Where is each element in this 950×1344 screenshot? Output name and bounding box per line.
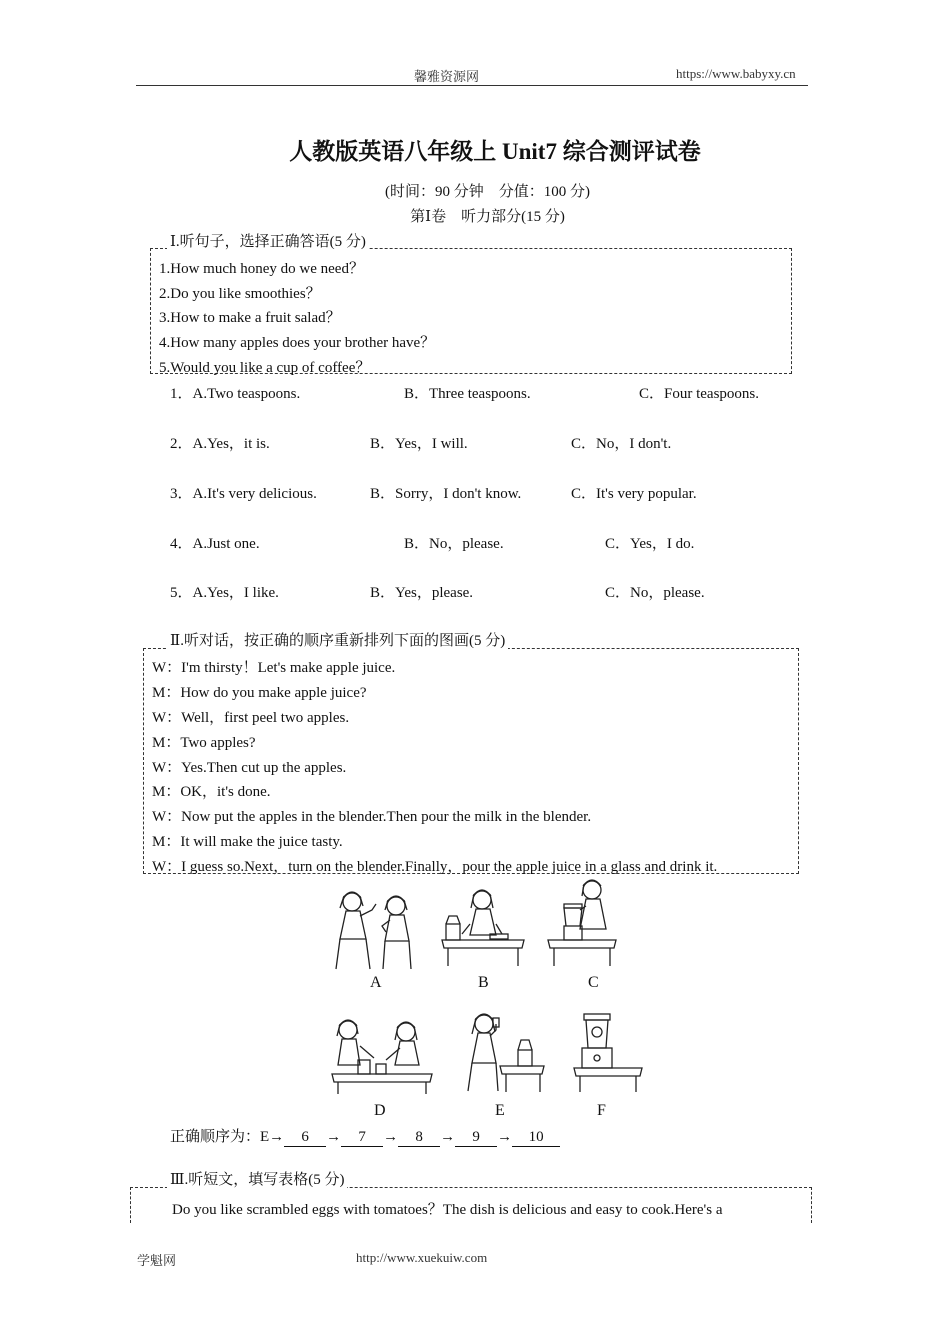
answer-blank-8[interactable]: 8: [398, 1129, 440, 1147]
q2-option-a: 2．A.Yes，it is.: [170, 436, 270, 452]
footer-url[interactable]: http://www.xuekuiw.com: [356, 1250, 488, 1265]
dialogue-line: W：I'm thirsty！Let's make apple juice.: [152, 660, 396, 676]
dialogue-line: W：I guess so.Next，turn on the blender.Finally，pour the apple juice in a glass and drink it.: [152, 859, 718, 875]
q5-option-c: C．No，please.: [605, 585, 705, 601]
dialogue-line: W：Now put the apples in the blender.Then pour the milk in the blender.: [152, 809, 592, 825]
q3-option-c: C．It's very popular.: [571, 486, 697, 502]
order-arrow: →: [326, 1129, 342, 1145]
picture-label-e: E: [495, 1102, 505, 1119]
part-title: 第Ⅰ卷 听力部分(15 分): [410, 209, 565, 225]
order-arrow: →: [383, 1129, 399, 1145]
picture-label-f: F: [597, 1102, 606, 1119]
script-line: 2.Do you like smoothies？: [159, 286, 321, 302]
order-answer-line: [170, 1125, 560, 1147]
script-line: 1.How much honey do we need？: [159, 261, 364, 277]
picture-d-illustration: [330, 1016, 434, 1096]
script-line: 4.How many apples does your brother have？: [159, 335, 436, 351]
header-rule: [136, 85, 808, 86]
picture-e-illustration: [460, 1010, 546, 1094]
q4-option-b: B．No，please.: [404, 536, 504, 552]
answer-blank-6[interactable]: 6: [284, 1129, 326, 1147]
section3-passage: Do you like scrambled eggs with tomatoes？The dish is delicious and easy to cook.Here's a: [172, 1202, 723, 1218]
exam-meta: (时间：90 分钟 分值：100 分): [385, 184, 590, 200]
dialogue-line: W：Well，first peel two apples.: [152, 710, 350, 726]
picture-label-c: C: [588, 974, 599, 991]
q2-option-b: B．Yes，I will.: [370, 436, 468, 452]
section2-title: Ⅱ.听对话，按正确的顺序重新排列下面的图画(5 分): [167, 629, 508, 650]
picture-label-a: A: [370, 974, 382, 991]
picture-label-b: B: [478, 974, 489, 991]
q5-option-a: 5．A.Yes，I like.: [170, 585, 279, 601]
script-line: 3.How to make a fruit salad？: [159, 310, 341, 326]
dialogue-line: M：It will make the juice tasty.: [152, 834, 343, 850]
header-site-name: 馨雅资源网: [414, 69, 480, 84]
q3-option-a: 3．A.It's very delicious.: [170, 486, 317, 502]
answer-blank-7[interactable]: 7: [341, 1129, 383, 1147]
page-title: 人教版英语八年级上 Unit7 综合测评试卷: [289, 139, 701, 164]
q1-option-c: C．Four teaspoons.: [639, 386, 760, 402]
q1-option-a: 1．A.Two teaspoons.: [170, 386, 301, 402]
section3-title: Ⅲ.听短文，填写表格(5 分): [167, 1168, 347, 1189]
picture-a-illustration: [330, 884, 422, 972]
picture-f-illustration: [572, 1012, 644, 1094]
dialogue-line: M：OK，it's done.: [152, 784, 271, 800]
answer-blank-10[interactable]: 10: [512, 1129, 560, 1147]
picture-b-illustration: [438, 884, 528, 968]
section1-title: Ⅰ.听句子，选择正确答语(5 分): [167, 230, 369, 251]
q4-option-c: C．Yes，I do.: [605, 536, 695, 552]
picture-label-d: D: [374, 1102, 386, 1119]
footer-site-name: 学魁网: [137, 1253, 177, 1268]
dialogue-line: M：Two apples?: [152, 735, 256, 751]
picture-c-illustration: [546, 876, 618, 968]
q3-option-b: B．Sorry，I don't know.: [370, 486, 522, 502]
header-site-url[interactable]: https://www.babyxy.cn: [676, 66, 796, 81]
q5-option-b: B．Yes，please.: [370, 585, 474, 601]
order-prefix: 正确顺序为：E→: [170, 1129, 285, 1145]
q1-option-b: B．Three teaspoons.: [404, 386, 531, 402]
answer-blank-9[interactable]: 9: [455, 1129, 497, 1147]
script-line: 5.Would you like a cup of coffee？: [159, 360, 371, 376]
q2-option-c: C．No，I don't.: [571, 436, 672, 452]
order-arrow: →: [497, 1129, 513, 1145]
dialogue-line: M：How do you make apple juice?: [152, 685, 367, 701]
order-arrow: →: [440, 1129, 456, 1145]
q4-option-a: 4．A.Just one.: [170, 536, 260, 552]
dialogue-line: W：Yes.Then cut up the apples.: [152, 760, 347, 776]
